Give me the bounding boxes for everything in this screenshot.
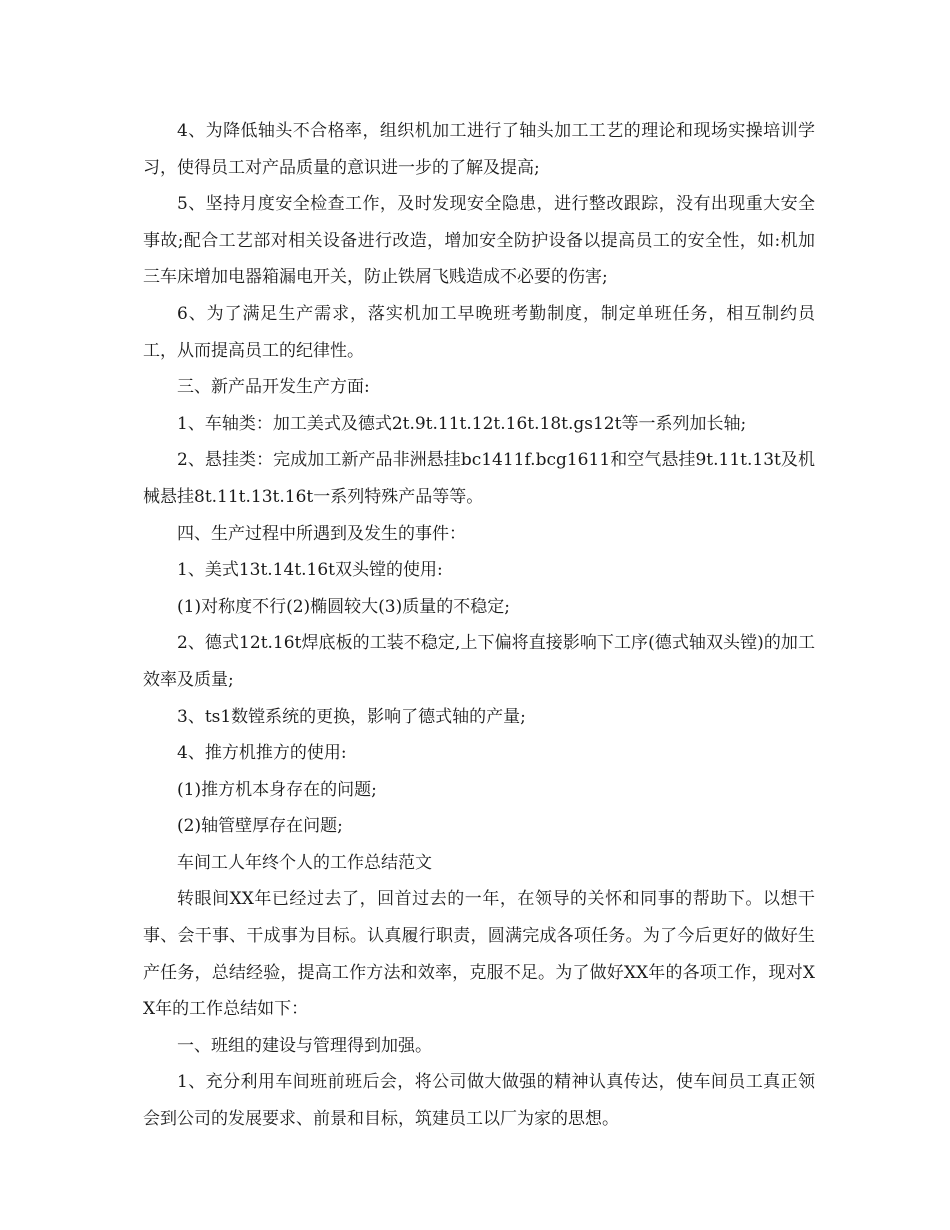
paragraph-event-4-detail-1: (1)推方机本身存在的问题; bbox=[177, 779, 377, 800]
paragraph-event-3: 3、ts1数镗系统的更换，影响了德式轴的产量; bbox=[177, 706, 526, 727]
paragraph-event-2: 2、德式12t.16t焊底板的工装不稳定,上下偏将直接影响下工序(德式轴双头镗)的加工效率及质量; bbox=[143, 633, 815, 690]
paragraph-event-1-details: (1)对称度不行(2)椭圆较大(3)质量的不稳定; bbox=[177, 596, 510, 617]
paragraph-item-4: 4、为降低轴头不合格率，组织机加工进行了轴头加工工艺的理论和现场实操培训学习，使得员工对产品质量的意识进一步的了解及提高; bbox=[143, 121, 815, 178]
paragraph-item-6: 6、为了满足生产需求，落实机加工早晚班考勤制度，制定单班任务，相互制约员工，从而提高员工的纪律性。 bbox=[143, 303, 815, 361]
paragraph-event-1: 1、美式13t.14t.16t双头镗的使用: bbox=[177, 560, 443, 581]
section-heading-new-products: 三、新产品开发生产方面: bbox=[177, 377, 370, 398]
paragraph-team-building-1: 1、充分利用车间班前班后会，将公司做大做强的精神认真传达，使车间员工真正领会到公司的发展要求、前景和目标，筑建员工以厂为家的思想。 bbox=[143, 1072, 815, 1130]
paragraph-item-5: 5、坚持月度安全检查工作，及时发现安全隐患，进行整改跟踪，没有出现重大安全事故;配合工艺部对相关设备进行改造，增加安全防护设备以提高员工的安全性，如:机加三车床增加电器箱漏电开关，防止铁屑飞贱造成不必要的伤害; bbox=[143, 194, 815, 288]
paragraph-introduction: 转眼间XX年已经过去了，回首过去的一年，在领导的关怀和同事的帮助下。以想干事、会干事、干成事为目标。认真履行职责，圆满完成各项任务。为了今后更好的做好生产任务，总结经验，提高工作方法和效率，克服不足。为了做好XX年的各项工作，现对XX年的工作总结如下： bbox=[143, 889, 815, 1020]
article-title: 车间工人年终个人的工作总结范文 bbox=[177, 852, 432, 873]
section-heading-team-building: 一、班组的建设与管理得到加强。 bbox=[177, 1035, 432, 1056]
section-heading-production-events: 四、生产过程中所遇到及发生的事件： bbox=[177, 523, 466, 544]
paragraph-event-4-detail-2: (2)轴管壁厚存在问题; bbox=[177, 816, 343, 837]
paragraph-suspension-products: 2、悬挂类：完成加工新产品非洲悬挂bc1411f.bcg1611和空气悬挂9t.11t.13t及机械悬挂8t.11t.13t.16t一系列特殊产品等等。 bbox=[143, 450, 815, 507]
paragraph-event-4: 4、推方机推方的使用: bbox=[177, 743, 347, 764]
paragraph-axle-products: 1、车轴类：加工美式及德式2t.9t.11t.12t.16t.18t.gs12t等一系列加长轴; bbox=[177, 413, 747, 434]
document-body bbox=[143, 113, 815, 1138]
